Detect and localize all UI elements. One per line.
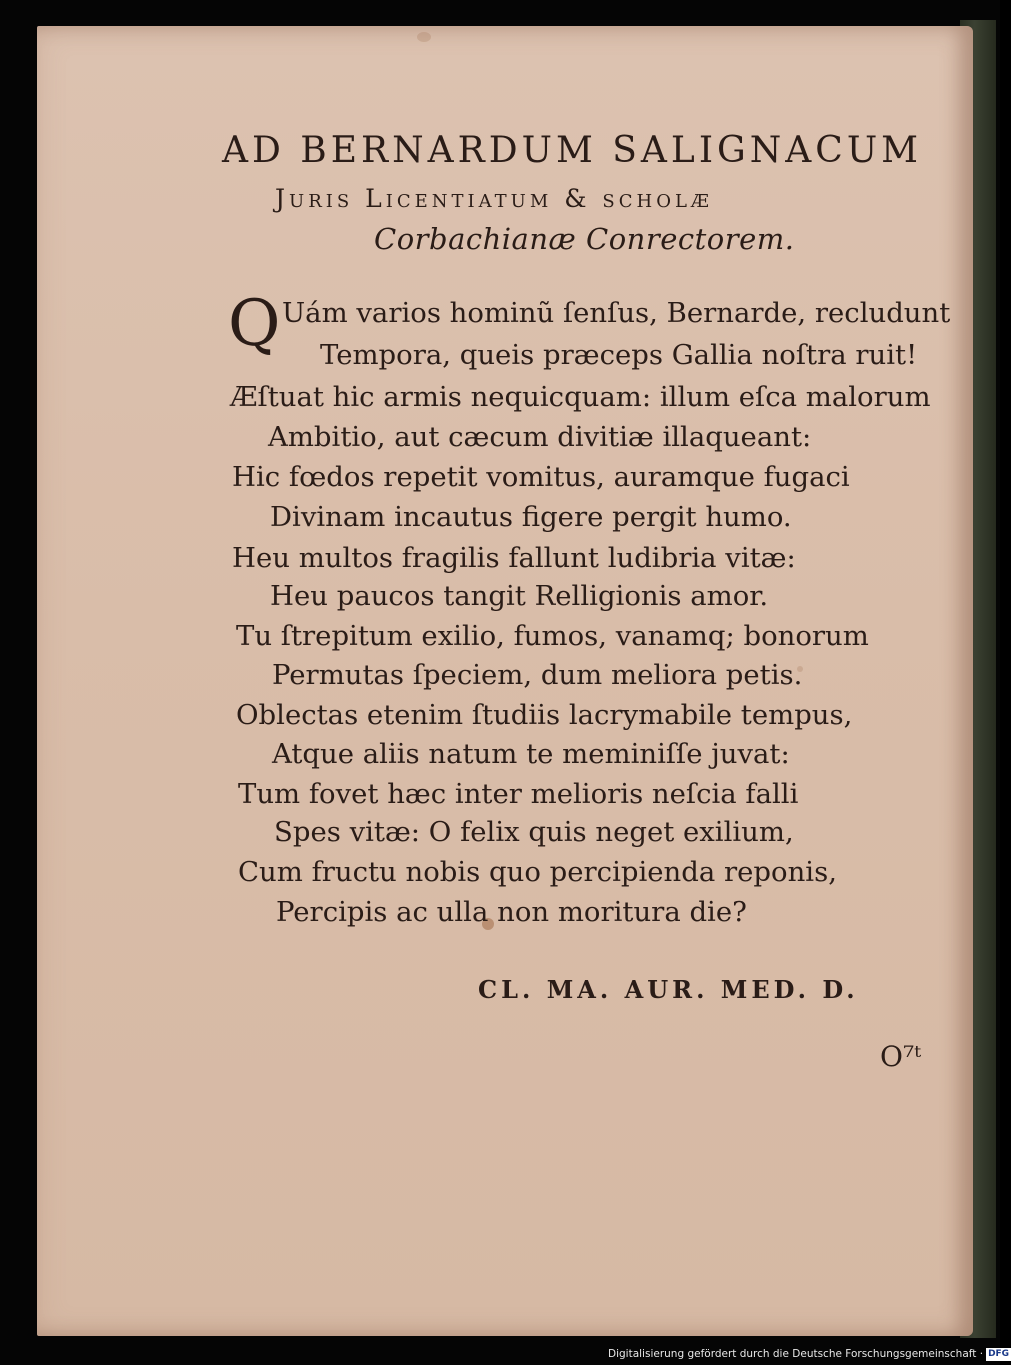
- verse-line: Cum fructu nobis quo percipienda reponis,: [238, 856, 837, 888]
- heading-line-1: AD BERNARDUM SALIGNACUM: [222, 130, 923, 171]
- dfg-logo-icon: DFG: [988, 1349, 1010, 1359]
- verse-line: Heu paucos tangit Relligionis amor.: [270, 580, 769, 612]
- digitization-footer: [608, 1345, 1010, 1363]
- footer-text: Digitalisierung gefördert durch die Deutsche Forschungsgemeinschaft ·: [608, 1348, 984, 1360]
- verse-line: Ambitio, aut cæcum divitiæ illaqueant:: [268, 421, 812, 453]
- verse-line: Oblectas etenim ſtudiis lacrymabile tempus,: [236, 699, 853, 731]
- signature: CL. MA. AUR. MED. D.: [478, 975, 859, 1004]
- verse-line: Tum fovet hæc inter melioris neſcia falli: [238, 778, 799, 810]
- verse-line: Atque aliis natum te meminiſſe juvat:: [272, 738, 790, 770]
- verse-line: Permutas ſpeciem, dum meliora petis.: [272, 659, 803, 691]
- verse-line: Spes vitæ: O felix quis neget exilium,: [274, 816, 794, 848]
- verse-line: Uám varios hominũ ſenſus, Bernarde, recludunt: [282, 297, 951, 329]
- heading-line-3: Corbachianæ Conrectorem.: [374, 222, 795, 256]
- verse-line: Hic fœdos repetit vomitus, auramque fugaci: [232, 461, 850, 493]
- verse-line: Percipis ac ulla non moritura die?: [276, 896, 747, 928]
- verse-line: Heu multos fragilis fallunt ludibria vitæ:: [232, 542, 796, 574]
- catchword-mark: O⁷ᵗ: [880, 1040, 922, 1073]
- heading-line-2: Juris Licentiatum & scholæ: [275, 184, 713, 213]
- verse-line: Tu ſtrepitum exilio, fumos, vanamq; bonorum: [236, 620, 869, 652]
- drop-cap: Q: [228, 287, 281, 361]
- verse-line: Æſtuat hic armis nequicquam: illum eſca malorum: [230, 381, 931, 413]
- verse-line: Tempora, queis præceps Gallia noſtra ruit!: [320, 339, 918, 371]
- verse-line: Divinam incautus figere pergit humo.: [270, 501, 792, 533]
